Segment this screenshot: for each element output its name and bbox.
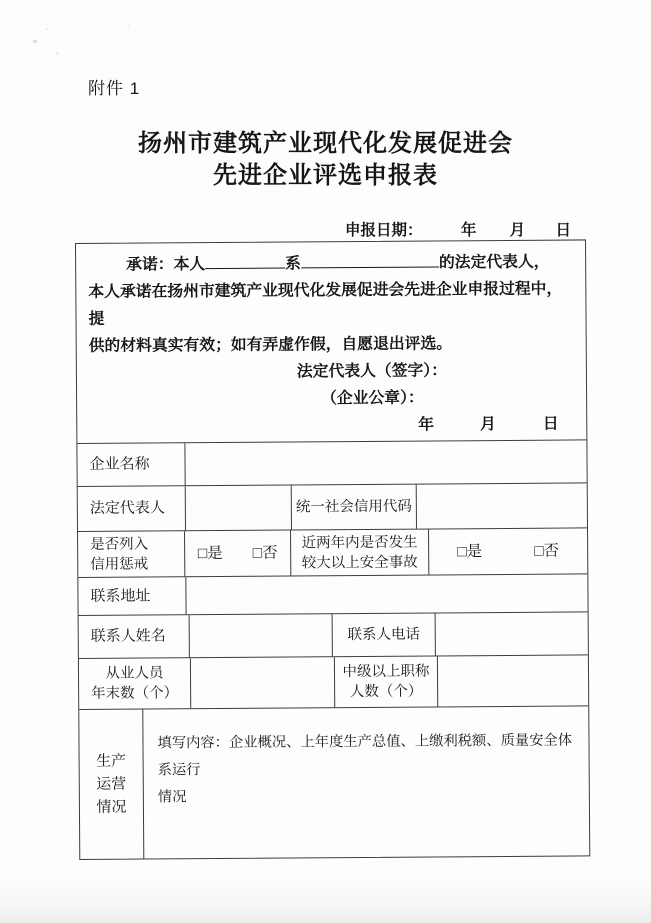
contact-name-label: 联系人姓名 (90, 627, 166, 645)
staff-count-value-cell (190, 657, 334, 708)
application-date-label: 申报日期： (345, 222, 423, 239)
safety-accident-label-line1: 近两年内是否发生 (301, 534, 418, 551)
legal-rep-value-cell (185, 486, 291, 531)
promise-line2: 本人承诺在扬州市建筑产业现代化发展促进会先进企业申报过程中，提 (88, 280, 563, 328)
contact-address-value-cell (185, 574, 587, 614)
credit-punish-options (184, 531, 290, 577)
scan-speck (56, 52, 59, 55)
contact-phone-label: 联系人电话 (332, 613, 435, 656)
credit-punish-label-line2: 信用惩戒 (90, 555, 149, 573)
promise-month-label: 月 (480, 416, 496, 434)
promise-line1 (88, 249, 573, 279)
staff-count-label-line2: 年末数（个） (91, 685, 179, 702)
promise-date-line (89, 411, 574, 441)
safety-accident-label (290, 530, 428, 576)
contact-name-value-cell (189, 614, 332, 657)
mid-title-count-label-line2: 人数（个） (349, 683, 423, 701)
safety-accident-checkbox-no: □否 (534, 542, 560, 560)
promise-block (76, 240, 586, 443)
name-blank-underline (205, 253, 285, 270)
mid-title-count-label-line1: 中级以上职称 (342, 663, 430, 681)
form-title-line2: 先进企业评选申报表 (213, 162, 438, 189)
operation-label-line1: 生产 (96, 752, 127, 770)
credit-punish-label-line1: 是否列入 (90, 535, 149, 553)
promise-row (76, 240, 586, 443)
legal-rep-row (78, 482, 587, 531)
staff-count-label (79, 658, 190, 709)
scan-shadow (0, 881, 651, 923)
company-name-value-cell (184, 440, 586, 485)
attachment-label: 附件 1 (88, 79, 141, 98)
promise-line3: 供的材料真实有效；如有弄虚作假，自愿退出评选。 (88, 335, 453, 355)
legal-rep-label: 法定代表人 (89, 499, 165, 517)
date-month-label: 月 (509, 222, 526, 239)
credit-punish-row (78, 527, 587, 577)
contact-address-label: 联系地址 (90, 586, 151, 605)
safety-accident-checkbox-yes: □是 (457, 542, 483, 560)
mid-title-count-value-cell (437, 655, 588, 706)
promise-line1-prefix: 承诺：本人 (126, 256, 206, 274)
mid-title-count-label (334, 656, 437, 707)
credit-punish-label (78, 531, 184, 577)
contact-address-row (78, 573, 587, 615)
credit-code-label: 统一社会信用代码 (291, 485, 416, 530)
scan-speck (46, 28, 49, 30)
operation-content-line2: 情况 (157, 789, 187, 806)
date-year-label: 年 (460, 222, 477, 239)
company-name-label: 企业名称 (89, 455, 150, 473)
scan-speck (127, 25, 130, 28)
company-blank-underline (301, 251, 439, 268)
operation-content-line1: 填写内容：企业概况、上年度生产总值、上缴利税额、质量安全体系运行 (157, 732, 573, 779)
company-name-row (77, 439, 586, 486)
date-day-label: 日 (555, 222, 571, 239)
safety-accident-options (428, 528, 587, 574)
contact-phone-value-cell (435, 612, 588, 655)
form-title (0, 128, 651, 192)
operation-label-line3: 情况 (96, 798, 127, 816)
promise-line1-suffix: 的法定代表人， (438, 253, 550, 272)
contact-row (79, 611, 588, 658)
application-form-table (75, 239, 590, 860)
scan-speck (33, 40, 37, 43)
operation-content-cell (142, 706, 589, 858)
operation-row (79, 705, 589, 859)
operation-label (79, 710, 143, 859)
safety-accident-label-line2: 较大以上安全事故 (301, 554, 418, 571)
credit-punish-checkbox-yes: □是 (197, 544, 223, 562)
promise-day-label: 日 (542, 415, 559, 433)
promise-year-label: 年 (418, 416, 435, 434)
promise-line1-mid: 系 (285, 255, 302, 273)
company-seal-label: （企业公章）： (321, 389, 424, 408)
credit-code-value-cell (416, 483, 587, 528)
staff-count-label-line1: 从业人员 (105, 665, 164, 682)
form-title-line1: 扬州市建筑产业现代化发展促进会 (138, 130, 513, 157)
application-date-line (345, 218, 571, 240)
credit-punish-checkbox-no: □否 (252, 544, 278, 562)
operation-label-line2: 运营 (96, 775, 127, 793)
staff-count-row (79, 654, 588, 709)
legal-rep-signature-label: 法定代表人（签字）： (296, 362, 448, 381)
